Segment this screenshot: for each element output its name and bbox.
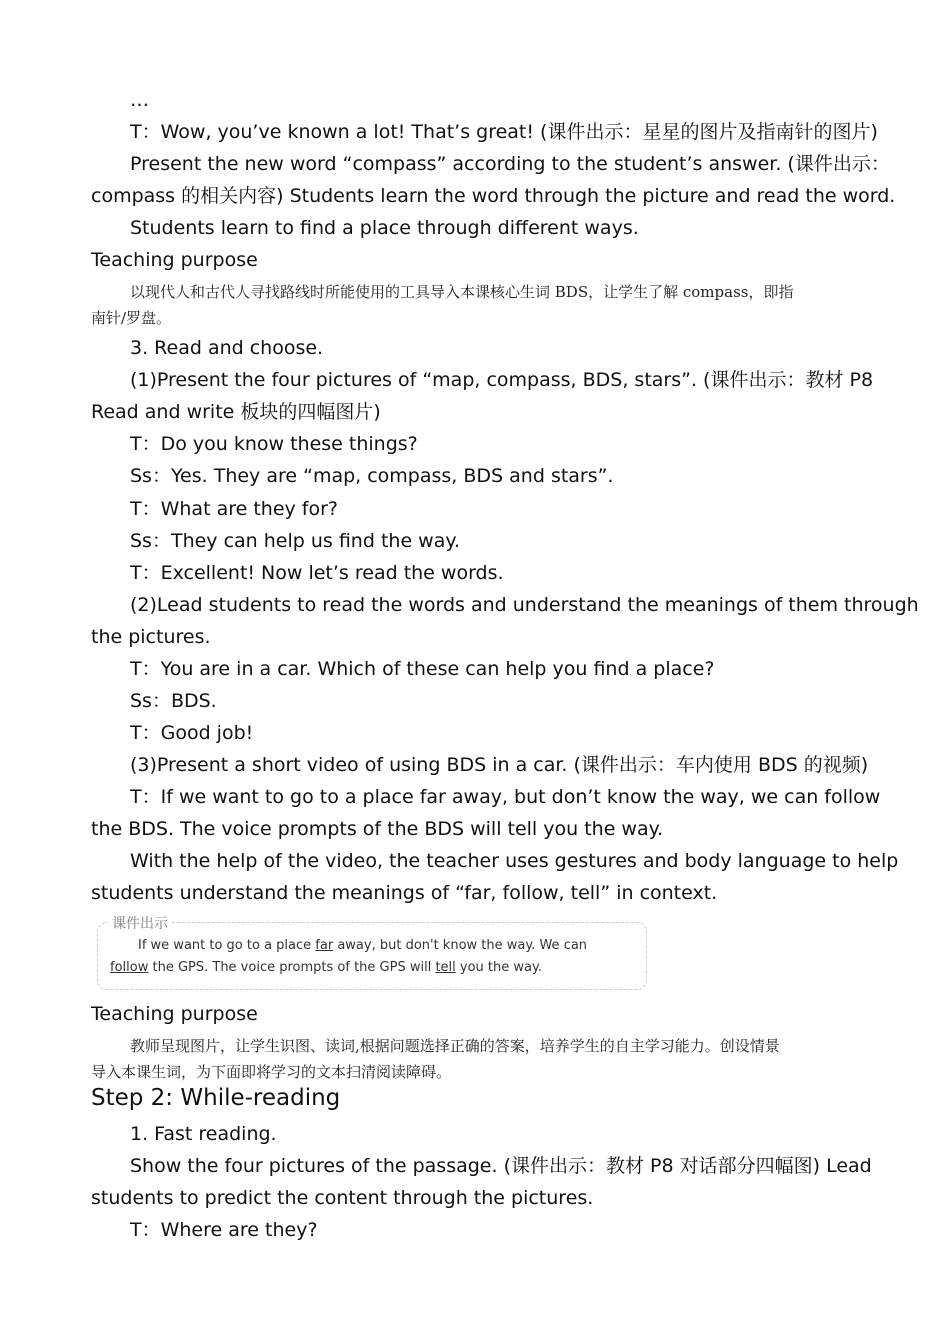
text-line: compass 的相关内容) Students learn the word through the picture and read the word.: [91, 185, 896, 207]
section-heading: Teaching purpose: [91, 1003, 258, 1025]
text-line: …: [130, 89, 149, 111]
text-line: Students learn to find a place through different ways.: [130, 217, 639, 239]
text-line: T：Good job!: [130, 722, 254, 744]
text-line: (1)Present the four pictures of “map, compass, BDS, stars”. (课件出示：教材 P8: [130, 369, 874, 391]
text-line: students to predict the content through the pictures.: [91, 1187, 594, 1209]
step-heading: Step 2: While-reading: [91, 1085, 341, 1111]
text-line: T：If we want to go to a place far away, but don’t know the way, we can follow: [130, 786, 881, 808]
text-line: Show the four pictures of the passage. (课件出示：教材 P8 对话部分四幅图) Lead: [130, 1155, 872, 1177]
slide-text-line1: If we want to go to a place far away, but don't know the way. We can: [138, 938, 588, 953]
text-line: With the help of the video, the teacher uses gestures and body language to help: [130, 850, 899, 872]
text-line: T：Do you know these things?: [130, 433, 418, 455]
chinese-note: 以现代人和古代人寻找路线时所能使用的工具导入本课核心生词 BDS，让学生了解 compass，即指: [130, 283, 794, 301]
text-line: T：Excellent! Now let’s read the words.: [130, 562, 504, 584]
text-line: T：Where are they?: [130, 1219, 318, 1241]
section-heading: Teaching purpose: [91, 249, 258, 271]
text-line: (2)Lead students to read the words and understand the meanings of them through: [130, 594, 919, 616]
text-line: T：What are they for?: [130, 498, 339, 520]
text-line: (3)Present a short video of using BDS in a car. (课件出示：车内使用 BDS 的视频): [130, 754, 869, 776]
chinese-note: 南针/罗盘。: [91, 309, 172, 327]
text-line: Ss：Yes. They are “map, compass, BDS and stars”.: [130, 465, 614, 487]
slide-text-line2: follow the GPS. The voice prompts of the GPS will tell you the way.: [110, 960, 542, 975]
text-line: Present the new word “compass” according to the student’s answer. (课件出示：: [130, 153, 890, 175]
text-line: the BDS. The voice prompts of the BDS will tell you the way.: [91, 818, 664, 840]
text-line: the pictures.: [91, 626, 211, 648]
text-line: 3. Read and choose.: [130, 337, 324, 359]
text-line: Ss：BDS.: [130, 690, 217, 712]
text-line: 1. Fast reading.: [130, 1123, 277, 1145]
slide-display-box: [97, 922, 647, 990]
chinese-note: 教师呈现图片，让学生识图、读词,根据问题选择正确的答案，培养学生的自主学习能力。创设情景: [130, 1037, 780, 1055]
text-line: Read and write 板块的四幅图片): [91, 401, 381, 423]
text-line: Ss：They can help us find the way.: [130, 530, 460, 552]
slide-display-label: 课件出示: [108, 913, 172, 933]
text-line: T：Wow, you’ve known a lot! That’s great! (课件出示：星星的图片及指南针的图片): [130, 121, 878, 143]
text-line: T：You are in a car. Which of these can help you find a place?: [130, 658, 715, 680]
text-line: students understand the meanings of “far, follow, tell” in context.: [91, 882, 718, 904]
chinese-note: 导入本课生词，为下面即将学习的文本扫清阅读障碍。: [91, 1063, 452, 1081]
